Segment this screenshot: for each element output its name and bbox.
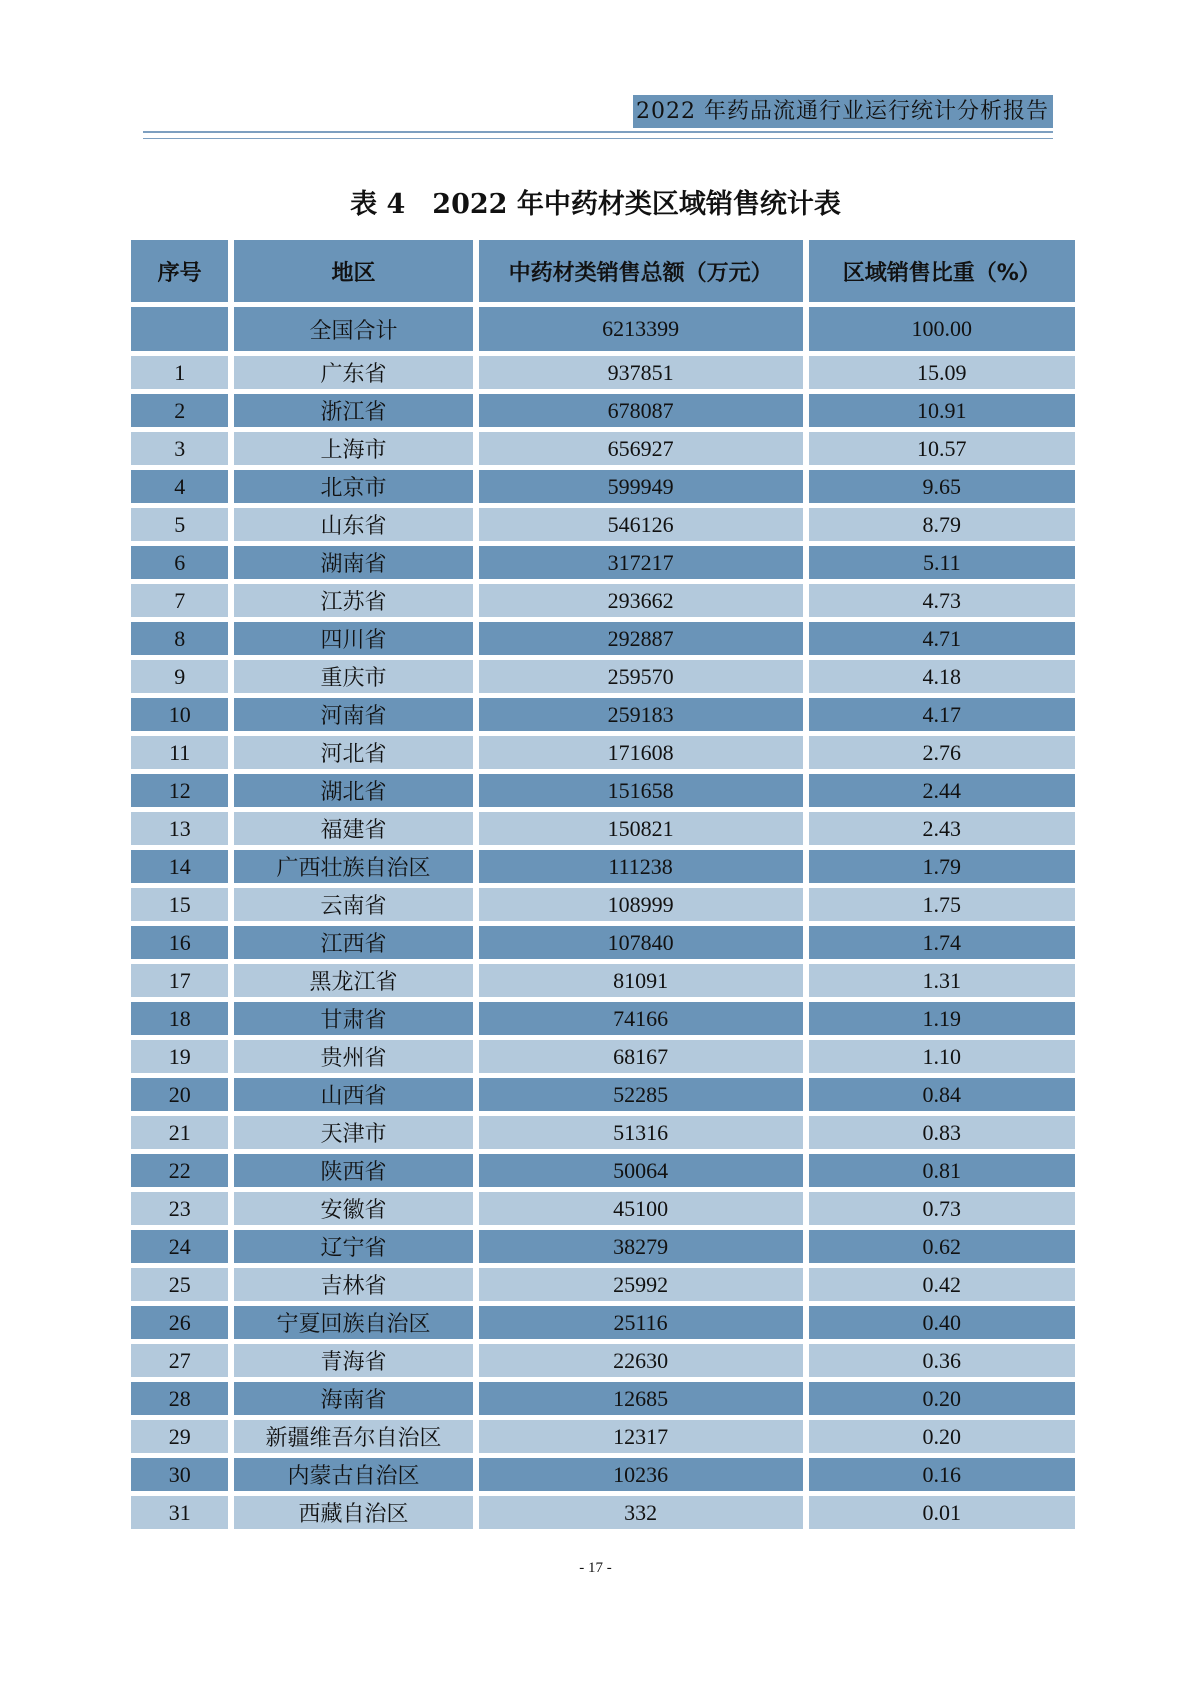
cell-share: 0.16 <box>809 1458 1075 1491</box>
cell-index: 19 <box>131 1040 228 1073</box>
cell-region: 青海省 <box>234 1344 472 1377</box>
cell-share: 10.57 <box>809 432 1075 465</box>
cell-sales: 151658 <box>479 774 803 807</box>
table-row <box>131 508 1075 541</box>
cell-region: 上海市 <box>234 432 472 465</box>
table-row <box>131 774 1075 807</box>
cell-sales: 259570 <box>479 660 803 693</box>
total-index <box>131 307 228 351</box>
cell-index: 13 <box>131 812 228 845</box>
cell-share: 4.73 <box>809 584 1075 617</box>
cell-index: 7 <box>131 584 228 617</box>
cell-region: 黑龙江省 <box>234 964 472 997</box>
cell-sales: 50064 <box>479 1154 803 1187</box>
cell-share: 0.01 <box>809 1496 1075 1529</box>
cell-index: 3 <box>131 432 228 465</box>
table-row <box>131 698 1075 731</box>
total-sales: 6213399 <box>479 307 803 351</box>
cell-index: 23 <box>131 1192 228 1225</box>
cell-index: 27 <box>131 1344 228 1377</box>
cell-region: 吉林省 <box>234 1268 472 1301</box>
table-row <box>131 1078 1075 1111</box>
table-row <box>131 622 1075 655</box>
cell-sales: 108999 <box>479 888 803 921</box>
cell-index: 6 <box>131 546 228 579</box>
header-rule-top <box>143 131 1053 133</box>
table-row <box>131 1420 1075 1453</box>
table-row <box>131 394 1075 427</box>
table-row <box>131 850 1075 883</box>
cell-sales: 52285 <box>479 1078 803 1111</box>
table-header-row <box>131 240 1075 302</box>
report-header-title: 2022 年药品流通行业运行统计分析报告 <box>633 95 1053 128</box>
cell-sales: 171608 <box>479 736 803 769</box>
cell-region: 辽宁省 <box>234 1230 472 1263</box>
cell-region: 天津市 <box>234 1116 472 1149</box>
cell-index: 1 <box>131 356 228 389</box>
cell-sales: 38279 <box>479 1230 803 1263</box>
cell-sales: 678087 <box>479 394 803 427</box>
cell-region: 重庆市 <box>234 660 472 693</box>
cell-index: 5 <box>131 508 228 541</box>
cell-region: 江苏省 <box>234 584 472 617</box>
cell-sales: 12317 <box>479 1420 803 1453</box>
cell-index: 16 <box>131 926 228 959</box>
table-row <box>131 1192 1075 1225</box>
cell-index: 24 <box>131 1230 228 1263</box>
cell-sales: 111238 <box>479 850 803 883</box>
table-title: 表 4 2022 年中药材类区域销售统计表 <box>350 189 841 220</box>
table-row <box>131 812 1075 845</box>
cell-share: 0.73 <box>809 1192 1075 1225</box>
cell-sales: 546126 <box>479 508 803 541</box>
cell-share: 2.43 <box>809 812 1075 845</box>
cell-sales: 74166 <box>479 1002 803 1035</box>
cell-region: 云南省 <box>234 888 472 921</box>
table-row <box>131 1230 1075 1263</box>
cell-share: 1.79 <box>809 850 1075 883</box>
column-header-share: 区域销售比重（%） <box>809 240 1075 302</box>
cell-region: 湖北省 <box>234 774 472 807</box>
cell-share: 0.62 <box>809 1230 1075 1263</box>
cell-sales: 937851 <box>479 356 803 389</box>
cell-sales: 317217 <box>479 546 803 579</box>
cell-share: 1.74 <box>809 926 1075 959</box>
cell-index: 18 <box>131 1002 228 1035</box>
cell-index: 17 <box>131 964 228 997</box>
cell-region: 内蒙古自治区 <box>234 1458 472 1491</box>
cell-index: 9 <box>131 660 228 693</box>
cell-share: 1.10 <box>809 1040 1075 1073</box>
cell-region: 江西省 <box>234 926 472 959</box>
cell-sales: 81091 <box>479 964 803 997</box>
cell-region: 广东省 <box>234 356 472 389</box>
table-row-total <box>131 307 1075 351</box>
column-header-region: 地区 <box>234 240 472 302</box>
table-row <box>131 964 1075 997</box>
cell-index: 29 <box>131 1420 228 1453</box>
table-row <box>131 1116 1075 1149</box>
cell-region: 贵州省 <box>234 1040 472 1073</box>
cell-index: 20 <box>131 1078 228 1111</box>
cell-share: 0.36 <box>809 1344 1075 1377</box>
cell-region: 甘肃省 <box>234 1002 472 1035</box>
cell-sales: 599949 <box>479 470 803 503</box>
cell-region: 福建省 <box>234 812 472 845</box>
cell-region: 海南省 <box>234 1382 472 1415</box>
cell-index: 30 <box>131 1458 228 1491</box>
page-number: - 17 - <box>579 1560 612 1576</box>
cell-index: 10 <box>131 698 228 731</box>
cell-index: 4 <box>131 470 228 503</box>
cell-sales: 25116 <box>479 1306 803 1339</box>
cell-share: 1.31 <box>809 964 1075 997</box>
cell-sales: 51316 <box>479 1116 803 1149</box>
cell-region: 湖南省 <box>234 546 472 579</box>
table-row <box>131 432 1075 465</box>
cell-index: 12 <box>131 774 228 807</box>
cell-share: 4.18 <box>809 660 1075 693</box>
cell-share: 9.65 <box>809 470 1075 503</box>
header-rule-bottom <box>143 138 1053 139</box>
cell-index: 8 <box>131 622 228 655</box>
cell-sales: 150821 <box>479 812 803 845</box>
cell-index: 28 <box>131 1382 228 1415</box>
table-row <box>131 926 1075 959</box>
cell-index: 25 <box>131 1268 228 1301</box>
cell-sales: 45100 <box>479 1192 803 1225</box>
cell-share: 0.42 <box>809 1268 1075 1301</box>
cell-share: 2.44 <box>809 774 1075 807</box>
cell-share: 4.17 <box>809 698 1075 731</box>
cell-sales: 10236 <box>479 1458 803 1491</box>
cell-region: 河北省 <box>234 736 472 769</box>
cell-sales: 332 <box>479 1496 803 1529</box>
cell-share: 4.71 <box>809 622 1075 655</box>
cell-share: 1.75 <box>809 888 1075 921</box>
cell-sales: 656927 <box>479 432 803 465</box>
cell-region: 陕西省 <box>234 1154 472 1187</box>
cell-region: 山东省 <box>234 508 472 541</box>
cell-region: 西藏自治区 <box>234 1496 472 1529</box>
cell-share: 5.11 <box>809 546 1075 579</box>
cell-share: 0.84 <box>809 1078 1075 1111</box>
regional-sales-table <box>125 235 1081 1534</box>
table-row <box>131 1382 1075 1415</box>
cell-region: 山西省 <box>234 1078 472 1111</box>
table-row <box>131 1344 1075 1377</box>
cell-sales: 22630 <box>479 1344 803 1377</box>
table-row <box>131 1002 1075 1035</box>
table-row <box>131 546 1075 579</box>
column-header-sales: 中药材类销售总额（万元） <box>479 240 803 302</box>
cell-region: 安徽省 <box>234 1192 472 1225</box>
table-row <box>131 1040 1075 1073</box>
column-header-index: 序号 <box>131 240 228 302</box>
cell-share: 0.83 <box>809 1116 1075 1149</box>
cell-sales: 68167 <box>479 1040 803 1073</box>
cell-region: 浙江省 <box>234 394 472 427</box>
cell-region: 北京市 <box>234 470 472 503</box>
table-row <box>131 1496 1075 1529</box>
cell-sales: 107840 <box>479 926 803 959</box>
cell-index: 21 <box>131 1116 228 1149</box>
table-row <box>131 584 1075 617</box>
cell-index: 26 <box>131 1306 228 1339</box>
table-row <box>131 888 1075 921</box>
table-row <box>131 1268 1075 1301</box>
cell-sales: 259183 <box>479 698 803 731</box>
cell-region: 广西壮族自治区 <box>234 850 472 883</box>
cell-index: 11 <box>131 736 228 769</box>
cell-sales: 25992 <box>479 1268 803 1301</box>
cell-index: 31 <box>131 1496 228 1529</box>
cell-sales: 12685 <box>479 1382 803 1415</box>
cell-share: 1.19 <box>809 1002 1075 1035</box>
cell-share: 0.20 <box>809 1420 1075 1453</box>
table-row <box>131 1154 1075 1187</box>
cell-index: 2 <box>131 394 228 427</box>
table-row <box>131 736 1075 769</box>
total-region: 全国合计 <box>234 307 472 351</box>
cell-share: 0.81 <box>809 1154 1075 1187</box>
table-row <box>131 1458 1075 1491</box>
cell-region: 新疆维吾尔自治区 <box>234 1420 472 1453</box>
cell-region: 宁夏回族自治区 <box>234 1306 472 1339</box>
cell-region: 四川省 <box>234 622 472 655</box>
cell-share: 15.09 <box>809 356 1075 389</box>
cell-share: 0.20 <box>809 1382 1075 1415</box>
cell-share: 10.91 <box>809 394 1075 427</box>
cell-share: 8.79 <box>809 508 1075 541</box>
table-row <box>131 470 1075 503</box>
cell-share: 2.76 <box>809 736 1075 769</box>
table-row <box>131 356 1075 389</box>
cell-sales: 292887 <box>479 622 803 655</box>
cell-region: 河南省 <box>234 698 472 731</box>
cell-share: 0.40 <box>809 1306 1075 1339</box>
cell-index: 15 <box>131 888 228 921</box>
cell-index: 14 <box>131 850 228 883</box>
cell-index: 22 <box>131 1154 228 1187</box>
total-share: 100.00 <box>809 307 1075 351</box>
cell-sales: 293662 <box>479 584 803 617</box>
table-row <box>131 1306 1075 1339</box>
table-row <box>131 660 1075 693</box>
